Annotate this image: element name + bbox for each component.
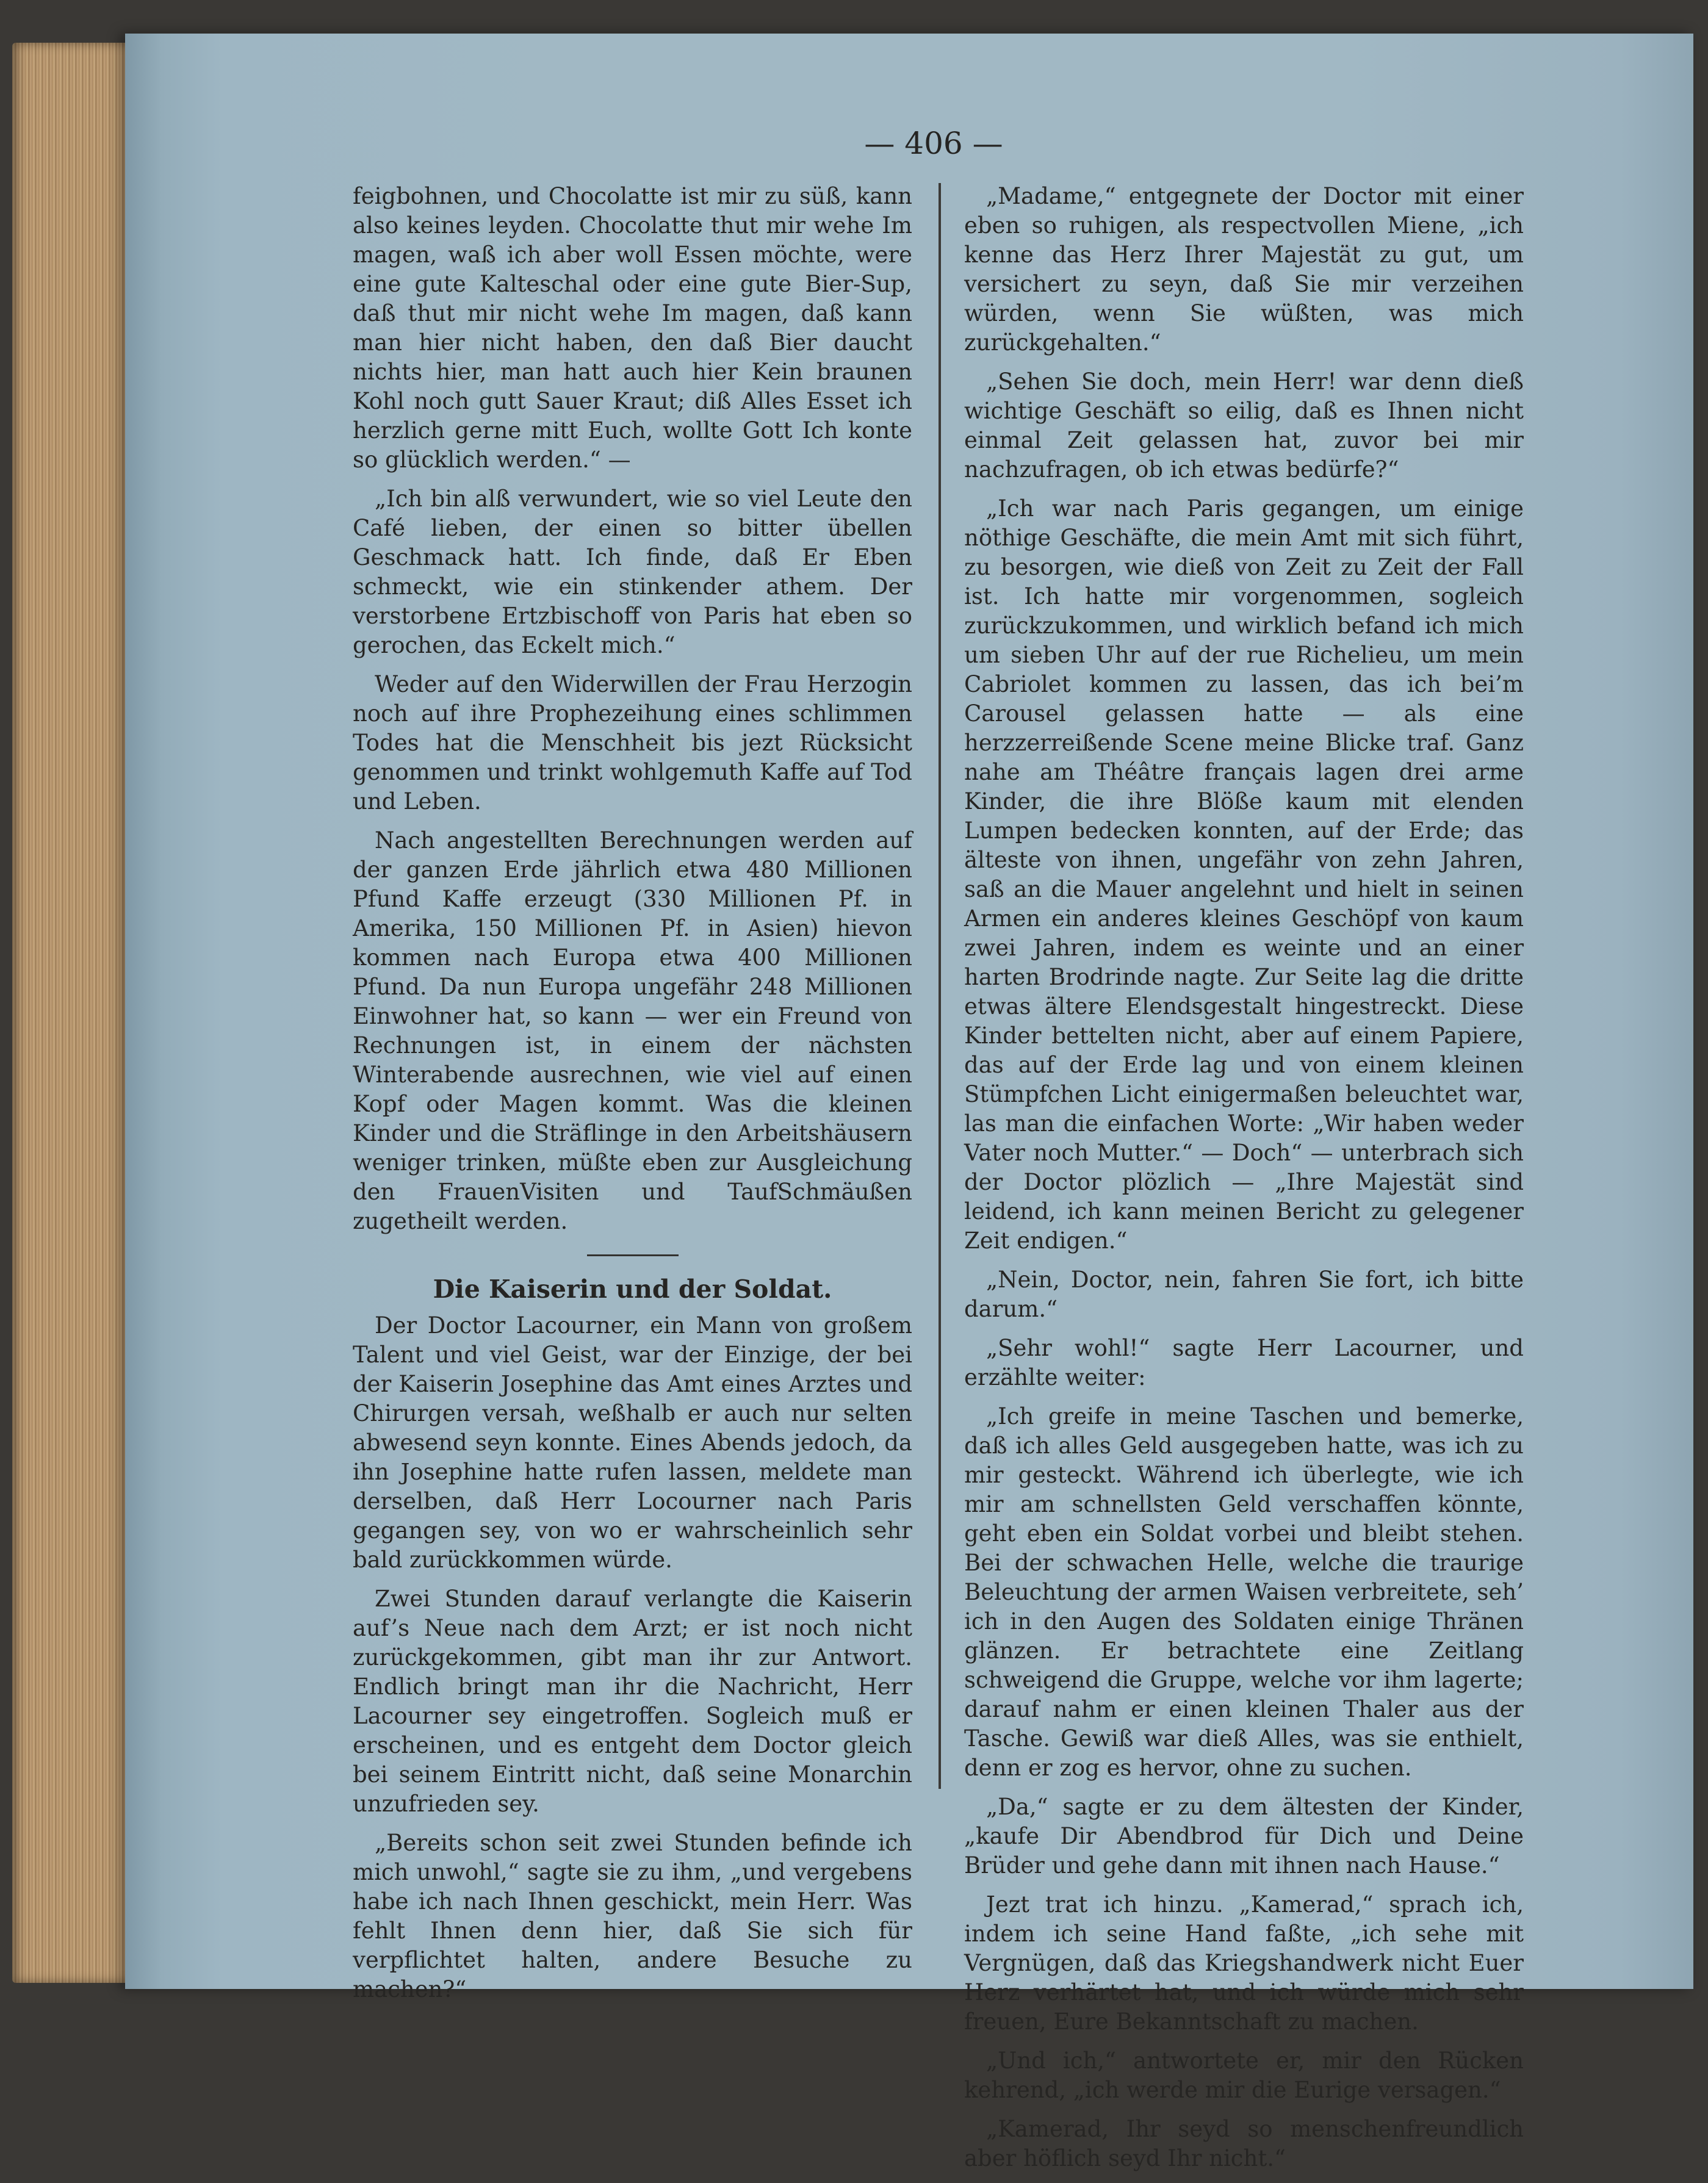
paragraph: „Da,“ sagte er zu dem ältesten der Kinder, „kaufe Dir Abendbrod für Dich und Deine Brüder und gehe dann mit ihnen nach Hause.“ xyxy=(964,1794,1524,1879)
paragraph: „Madame,“ entgegnete der Doctor mit einer eben so ruhigen, als respectvollen Miene, „ich kenne das Herz Ihrer Majestät zu gut, um versichert zu seyn, daß Sie mir verzeihen würden, wenn Sie wüßten, was mich zurückgehalten.“ xyxy=(964,183,1524,356)
paragraph: „Und ich,“ antwortete er, mir den Rücken kehrend, „ich werde mir die Eurige versagen.“ xyxy=(964,2048,1524,2103)
paragraph: feigbohnen, und Chocolatte ist mir zu süß, kann also keines leyden. Chocolatte thut mir wehe Im magen, waß ich aber woll Essen möchte, were eine gute Kalteschal oder eine gute Bier-Sup, daß thut mir nicht wehe Im magen, daß kann man hier nicht haben, den daß Bier daucht nichts hier, man hatt auch hier Kein braunen Kohl noch gutt Sauer Kraut; diß Alles Esset ich herzlich gerne mitt Euch, wollte Gott Ich konte so glücklich werden.“ — xyxy=(353,183,912,473)
left-column xyxy=(353,182,912,2014)
paragraph: Jezt trat ich hinzu. „Kamerad,“ sprach ich, indem ich seine Hand faßte, „ich sehe mit Vergnügen, daß das Kriegshandwerk nicht Euer Herz verhärtet hat, und ich würde mich sehr freuen, Eure Bekanntschaft zu machen. xyxy=(964,1891,1524,2035)
paragraph: „Bereits schon seit zwei Stunden befinde ich mich unwohl,“ sagte sie zu ihm, „und vergebens habe ich nach Ihnen geschickt, mein Herr. Was fehlt Ihnen denn hier, daß Sie sich für verpflichtet halten, andere Besuche zu machen?“ xyxy=(353,1830,912,2002)
paragraph: „Ich war nach Paris gegangen, um einige nöthige Geschäfte, die mein Amt mit sich führt, zu besorgen, wie dieß von Zeit zu Zeit der Fall ist. Ich hatte mir vorgenommen, sogleich zurückzukommen, und wirklich befand ich mich um sieben Uhr auf der rue Richelieu, um mein Cabriolet kommen zu lassen, das ich bei’m Carousel gelassen hatte — als eine herzzerreißende Scene meine Blicke traf. Ganz nahe am Théâtre français lagen drei arme Kinder, die ihre Blöße kaum mit elenden Lumpen bedecken konnten, auf der Erde; das älteste von ihnen, ungefähr von zehn Jahren, saß an die Mauer angelehnt und hielt in seinen Armen ein anderes kleines Geschöpf von kaum zwei Jahren, indem es weinte und an einer harten Brodrinde nagte. Zur Seite lag die dritte etwas ältere Elendsgestalt hingestreckt. Diese Kinder bettelten nicht, aber auf einem Papiere, das auf der Erde lag und von einem kleinen Stümpfchen Licht einigermaßen beleuchtet war, las man die einfachen Worte: „Wir haben weder Vater noch Mutter.“ — Doch“ — unterbrach sich der Doctor plözlich — „Ihre Majestät sind leidend, ich kann meinen Bericht zu gelegener Zeit endigen.“ xyxy=(964,495,1524,1254)
paragraph: Nach angestellten Berechnungen werden auf der ganzen Erde jährlich etwa 480 Millionen Pfund Kaffe erzeugt (330 Millionen Pf. in Amerika, 150 Millionen Pf. in Asien) hievon kommen nach Europa etwa 400 Millionen Pfund. Da nun Europa ungefähr 248 Millionen Einwohner hat, so kann — wer ein Freund von Rechnungen ist, in einem der nächsten Winterabende ausrechnen, wie viel auf einen Kopf oder Magen kommt. Was die kleinen Kinder und die Sträflinge in den Arbeitshäusern weniger trinken, müßte eben zur Ausgleichung den FrauenVisiten und TaufSchmäußen zugetheilt werden. xyxy=(353,827,912,1234)
paragraph: Weder auf den Widerwillen der Frau Herzogin noch auf ihre Prophezeihung eines schlimmen Todes hat die Menschheit bis jezt Rücksicht genommen und trinkt wohlgemuth Kaffe auf Tod und Leben. xyxy=(353,671,912,815)
column-divider xyxy=(939,183,941,1789)
right-column xyxy=(964,182,1524,2183)
section-divider xyxy=(587,1254,679,1256)
paragraph: „Nein, Doctor, nein, fahren Sie fort, ich bitte darum.“ xyxy=(964,1267,1524,1322)
paragraph: „Kamerad, Ihr seyd so menschenfreundlich aber höflich seyd Ihr nicht.“ xyxy=(964,2116,1524,2171)
paragraph: „Sehen Sie doch, mein Herr! war denn dieß wichtige Geschäft so eilig, daß es Ihnen nicht einmal Zeit gelassen hat, zuvor bei mir nachzufragen, ob ich etwas bedürfe?“ xyxy=(964,369,1524,483)
paragraph: „Ich bin alß verwundert, wie so viel Leute den Café lieben, der einen so bitter übellen Geschmack hatt. Ich finde, daß Er Eben schmeckt, wie ein stinkender athem. Der verstorbene Ertzbischoff von Paris hat eben so gerochen, das Eckelt mich.“ xyxy=(353,486,912,658)
paragraph: Der Doctor Lacourner, ein Mann von großem Talent und viel Geist, war der Einzige, der bei der Kaiserin Josephine das Amt eines Arztes und Chirurgen versah, weßhalb er auch nur selten abwesend seyn konnte. Eines Abends jedoch, da ihn Josephine hatte rufen lassen, meldete man derselben, daß Herr Locourner nach Paris gegangen sey, von wo er wahrscheinlich sehr bald zurückkommen würde. xyxy=(353,1312,912,1573)
story-heading: Die Kaiserin und der Soldat. xyxy=(433,1275,832,1304)
paragraph: „Ich greife in meine Taschen und bemerke, daß ich alles Geld ausgegeben hatte, was ich zu mir gesteckt. Während ich überlegte, wie ich mir am schnellsten Geld verschaffen könnte, geht eben ein Soldat vorbei und bleibt stehen. Bei der schwachen Helle, welche die traurige Beleuchtung der armen Waisen verbreitete, seh’ ich in den Augen des Soldaten einige Thränen glänzen. Er betrachtete eine Zeitlang schweigend die Gruppe, welche vor ihm lagerte; darauf nahm er einen kleinen Thaler aus der Tasche. Gewiß war dieß Alles, was sie enthielt, denn er zog es hervor, ohne zu suchen. xyxy=(964,1403,1524,1781)
paragraph: „Sehr wohl!“ sagte Herr Lacourner, und erzählte weiter: xyxy=(964,1335,1524,1390)
page-number: — 406 — xyxy=(864,126,1003,161)
paragraph: Zwei Stunden darauf verlangte die Kaiserin auf’s Neue nach dem Arzt; er ist noch nicht zurückgekommen, gibt man ihr zur Antwort. Endlich bringt man ihr die Nachricht, Herr Lacourner sey eingetroffen. Sogleich muß er erscheinen, und es entgeht dem Doctor gleich bei seinem Eintritt nicht, daß seine Monarchin unzufrieden sey. xyxy=(353,1586,912,1817)
